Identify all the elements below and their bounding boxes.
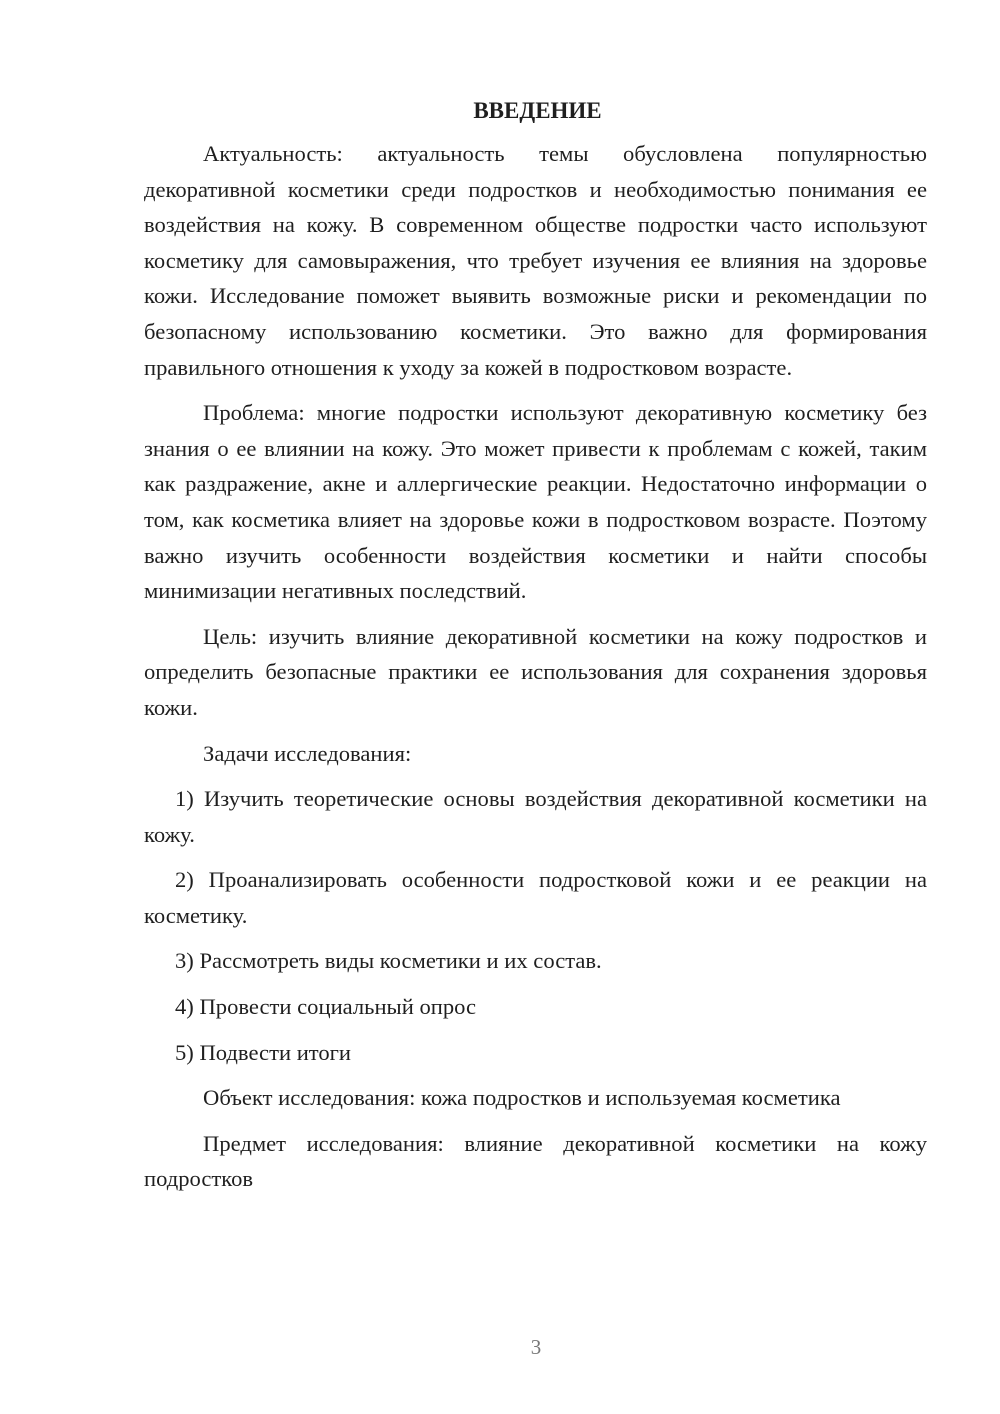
goal-paragraph: Цель: изучить влияние декоративной косметики на кожу подростков и определить безопасные практики ее использования для сохранения здоровья кожи.: [144, 623, 927, 720]
problem-paragraph: Проблема: многие подростки используют декоративную косметику без знания о ее влиянии на кожу. Это может привести к проблемам с кожей, таким как раздражение, акне и аллергические реакции. Недостаточно информации о том, как косметика влияет на здоровье кожи в подростковом возрасте. Поэтому важно изучить особенности воздействия косметики и найти способы минимизации негативных последствий.: [144, 400, 927, 604]
task-item-2: 2) Проанализировать особенности подростковой кожи и ее реакции на косметику.: [144, 867, 927, 928]
object-paragraph: Объект исследования: кожа подростков и используемая косметика: [203, 1085, 841, 1111]
page-number: 3: [530, 1335, 542, 1359]
subject-paragraph: Предмет исследования: влияние декоративной косметики на кожу подростков: [144, 1130, 927, 1192]
document-page: [144, 96, 927, 1207]
task-item-4: 4) Провести социальный опрос: [175, 994, 477, 1020]
task-item-5: 5) Подвести итоги: [175, 1039, 352, 1065]
section-heading: ВВЕДЕНИЕ: [473, 98, 602, 123]
relevance-paragraph: Актуальность: актуальность темы обусловлена популярностью декоративной косметики среди подростков и необходимостью понимания ее воздействия на кожу. В современном обществе подростки часто используют косметику для самовыражения, что требует изучения ее влияния на здоровье кожи. Исследование поможет выявить возможные риски и рекомендации по безопасному использованию косметики. Это важно для формирования правильного отношения к уходу за кожей в подростковом возрасте.: [144, 141, 927, 380]
task-item-3: 3) Рассмотреть виды косметики и их состав.: [175, 948, 602, 974]
tasks-title: Задачи исследования:: [203, 740, 412, 766]
task-item-1: 1) Изучить теоретические основы воздействия декоративной косметики на кожу.: [144, 786, 927, 847]
